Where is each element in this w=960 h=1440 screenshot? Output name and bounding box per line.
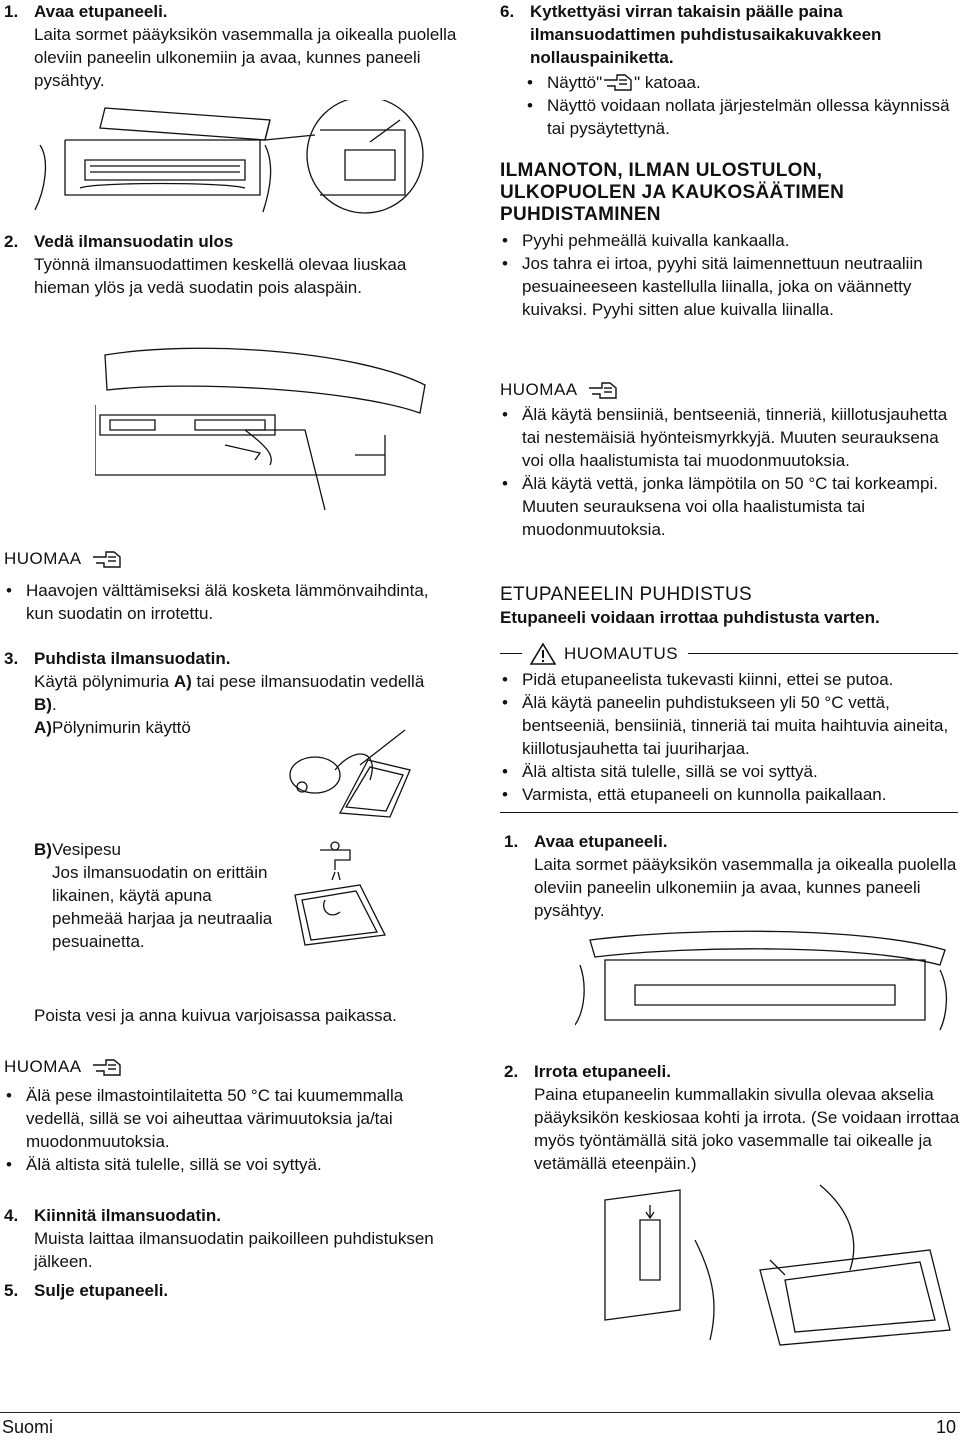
step-heading: Kytkettyäsi virran takaisin päälle paina ilmansuodattimen puhdistusaikakuvakkeen nollauspainiketta.: [530, 2, 882, 67]
text-span: " katoaa.: [634, 73, 701, 92]
right-step-6: [500, 0, 960, 140]
left-step-1: [4, 0, 464, 92]
left-step-5: [4, 1279, 444, 1302]
caution-bottom-rule: [500, 812, 958, 813]
sub-step-b: [34, 838, 274, 953]
text-bold: A): [173, 672, 192, 691]
note-item: • Haavojen välttämiseksi älä kosketa lämmönvaihdinta, kun suodatin on irrotettu.: [4, 579, 444, 625]
sub-label: A): [34, 718, 52, 737]
footer-language: Suomi: [2, 1417, 54, 1437]
section-subtitle: Etupaneeli voidaan irrottaa puhdistusta varten.: [500, 608, 880, 627]
step-heading: Avaa etupaneeli.: [534, 832, 668, 851]
front-panel-removal-illustration: [600, 1180, 960, 1350]
step-heading: Puhdista ilmansuodatin.: [34, 649, 231, 668]
note-list: [500, 403, 958, 541]
section-cleaning-inlet: [500, 160, 960, 321]
text-span: Näyttö": [547, 73, 603, 92]
section-item: • Jos tahra ei irtoa, pyyhi sitä laimennettuun neutraaliin pesuaineeseen kastellulla liinalla, joka on väännetty kuivaksi. Pyyhi sitten alue kuivalla liinalla.: [500, 252, 960, 321]
step-heading: Irrota etupaneeli.: [534, 1062, 671, 1081]
section-title: ILMANOTON, ILMAN ULOSTULON, ULKOPUOLEN JA KAUKOSÄÄTIMEN PUHDISTAMINEN: [500, 160, 845, 225]
caution-block: [500, 642, 958, 813]
footer-page-number: 10: [935, 1417, 956, 1437]
caution-list: [500, 668, 958, 806]
note-item: • Älä altista sitä tulelle, sillä se voi syttyä.: [4, 1153, 464, 1176]
step-body: Paina etupaneelin kummallakin sivulla olevaa akselia pääyksikön keskiosaa kohti ja irrota. (Se voidaan irrottaa myös työntämällä sitä joko vasemmalle tai oikealle ja vetämällä eteenpäin.): [534, 1085, 960, 1173]
left-step-4: [4, 1204, 444, 1273]
note-item: • Älä pese ilmastointilaitetta 50 °C tai kuumemmalla vedellä, sillä se voi aiheuttaa värimuutoksia ja/tai muodonmuutoksia.: [4, 1084, 464, 1153]
note-title: HUOMAA: [4, 549, 82, 568]
step-body: Työnnä ilmansuodattimen keskellä olevaa liuskaa hieman ylös ja vedä suodatin pois alaspäin.: [34, 255, 407, 297]
step-body: [34, 670, 444, 716]
note-title: HUOMAA: [4, 1057, 82, 1076]
step-number: 1.: [4, 2, 19, 21]
note-title: HUOMAA: [500, 380, 578, 399]
step-list: [525, 71, 960, 140]
step-number: 2.: [4, 232, 19, 251]
sub-body: Jos ilmansuodatin on erittäin likainen, käytä apuna pehmeää harjaa ja neutraalia pesuainetta.: [52, 863, 273, 951]
text-span: tai pese ilmansuodatin vedellä: [191, 672, 425, 691]
text-span: .: [51, 695, 57, 714]
note-list: [4, 1084, 464, 1176]
step-heading: Sulje etupaneeli.: [34, 1281, 169, 1300]
left-note-2: [4, 1055, 464, 1176]
section-title: ETUPANEELIN PUHDISTUS: [500, 584, 752, 605]
note-item: • Älä käytä bensiiniä, bentseeniä, tinneriä, kiillotusjauhetta tai nestemäisiä hyönteismyrkkyjä. Muuten seurauksena voi olla haalistumista tai muodonmuutoksia.: [500, 403, 958, 472]
water-wash-illustration: [290, 840, 390, 950]
caution-title: HUOMAUTUS: [564, 644, 679, 663]
caution-item: • Älä käytä paneelin puhdistukseen yli 50 °C vettä, bentseeniä, bensiiniä, tinneriä tai muita haihtuvia aineita, kiillotusjauhetta tai juuriharjaa.: [500, 691, 958, 760]
note-item: • Älä käytä vettä, jonka lämpötila on 50 °C tai korkeampi. Muuten seurauksena voi olla haalistumista tai muodonmuutoksia.: [500, 472, 958, 541]
sub-label: B): [34, 840, 52, 859]
filter-sign-icon: [603, 72, 633, 92]
text-span: Käytä pölynimuria: [34, 672, 174, 691]
caution-item: • Pidä etupaneelista tukevasti kiinni, ettei se putoa.: [500, 668, 958, 691]
ac-open-panel-illustration: [25, 100, 460, 225]
note-hand-icon: [92, 549, 122, 569]
section-list: [500, 229, 960, 321]
left-note-1: [4, 547, 444, 625]
left-step-2: [4, 230, 444, 299]
warning-triangle-icon: [530, 643, 556, 665]
step-number: 2.: [504, 1062, 519, 1081]
note-hand-icon: [92, 1057, 122, 1077]
front-panel-open-illustration: [575, 925, 960, 1035]
footer-rule: [0, 1412, 960, 1413]
caution-item: • Varmista, että etupaneeli on kunnolla paikallaan.: [500, 783, 958, 806]
note-list: [4, 579, 444, 625]
step-body: Laita sormet pääyksikön vasemmalla ja oikealla puolella oleviin paneelin ulkonemiin ja avaa, kunnes paneeli pysähtyy.: [534, 855, 957, 920]
right-step-1: [504, 830, 960, 922]
step-heading: Vedä ilmansuodatin ulos: [34, 232, 234, 251]
right-note: [500, 378, 958, 541]
step-body: Muista laittaa ilmansuodatin paikoilleen puhdistuksen jälkeen.: [34, 1229, 434, 1271]
step-number: 4.: [4, 1206, 19, 1225]
step-number: 1.: [504, 832, 519, 851]
step-heading: Kiinnitä ilmansuodatin.: [34, 1206, 222, 1225]
note-hand-icon: [588, 380, 618, 400]
dry-instruction: Poista vesi ja anna kuivua varjoisassa paikassa.: [34, 1006, 397, 1025]
step-item: [525, 71, 960, 94]
caution-item: • Älä altista sitä tulelle, sillä se voi syttyä.: [500, 760, 958, 783]
vacuum-cleaner-illustration: [280, 725, 440, 820]
step-number: 5.: [4, 1281, 19, 1300]
step-number: 3.: [4, 649, 19, 668]
text-bold: B): [34, 695, 52, 714]
section-item: • Pyyhi pehmeällä kuivalla kankaalla.: [500, 229, 960, 252]
step-item: • Näyttö voidaan nollata järjestelmän ollessa käynnissä tai pysäytettynä.: [525, 94, 960, 140]
step-body: Laita sormet pääyksikön vasemmalla ja oikealla puolella oleviin paneelin ulkonemiin ja avaa, kunnes paneeli pysähtyy.: [34, 25, 457, 90]
step-heading: Avaa etupaneeli.: [34, 2, 168, 21]
filter-removal-illustration: [95, 335, 455, 525]
right-step-2: [504, 1060, 960, 1175]
step-number: 6.: [500, 2, 515, 21]
sub-text: Vesipesu: [51, 840, 121, 859]
sub-text: Pölynimurin käyttö: [51, 718, 191, 737]
section-front-panel: [500, 584, 960, 629]
